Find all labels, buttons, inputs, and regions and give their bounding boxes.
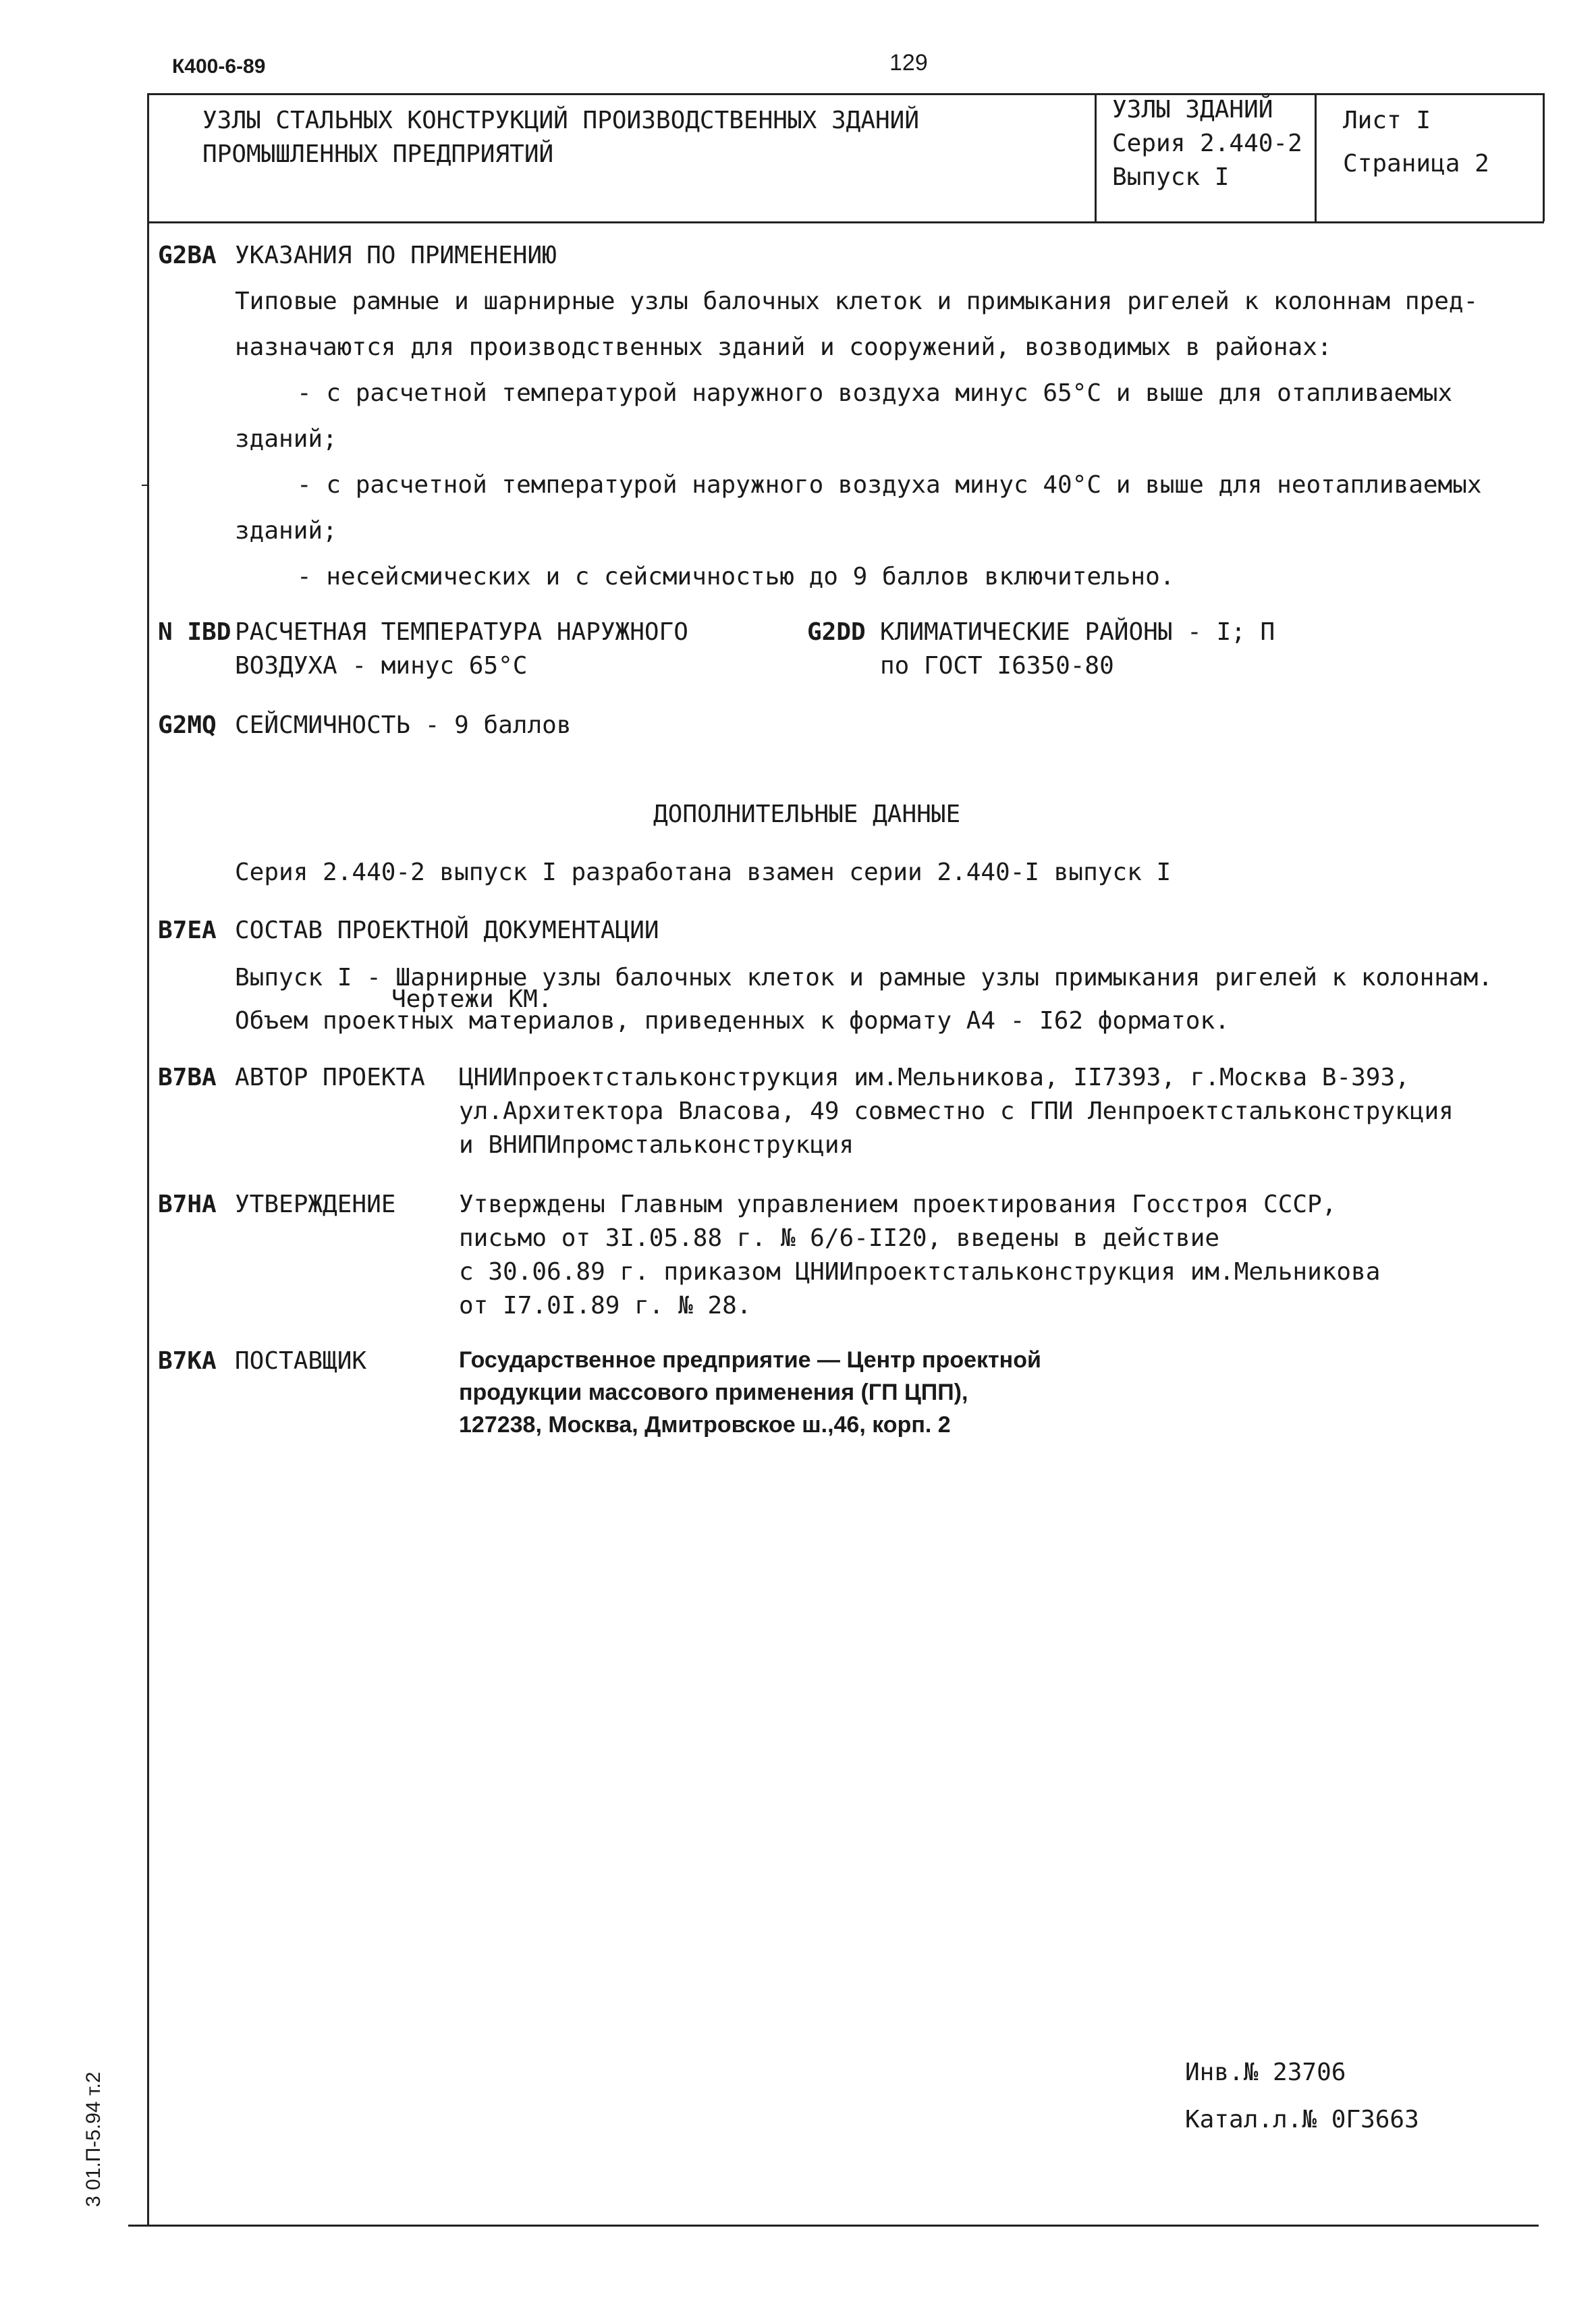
side-stamp: 3 01.П-5.94 т.2 (82, 2071, 105, 2207)
sheet-number: Лист I (1343, 107, 1431, 134)
composition-heading: СОСТАВ ПРОЕКТНОЙ ДОКУМЕНТАЦИИ (235, 917, 659, 944)
approval-line4: от I7.0I.89 г. № 28. (459, 1292, 752, 1319)
usage-text-line: - с расчетной температурой наружного воздуха минус 65°С и выше для отапливаемых (297, 379, 1453, 407)
temperature-line1: РАСЧЕТНАЯ ТЕМПЕРАТУРА НАРУЖНОГО (235, 618, 688, 646)
usage-heading: УКАЗАНИЯ ПО ПРИМЕНЕНИЮ (235, 242, 557, 269)
supplier-line1: Государственное предприятие — Центр проектной (459, 1347, 1041, 1373)
frame-bottom-border (128, 2225, 1539, 2227)
document-code: К400-6-89 (172, 55, 266, 78)
seismic-text: СЕЙСМИЧНОСТЬ - 9 баллов (235, 711, 572, 739)
approval-line3: с 30.06.89 г. приказом ЦНИИпроектстальконструкция им.Мельникова (459, 1258, 1381, 1286)
supplier-code: B7KA (158, 1347, 217, 1375)
usage-code: G2BA (158, 242, 217, 269)
seismic-code: G2MQ (158, 711, 217, 739)
frame-top-border (147, 93, 1544, 95)
climate-code: G2DD (807, 618, 866, 646)
temperature-code: N IBD (158, 618, 231, 646)
usage-text-line: зданий; (235, 425, 337, 453)
series-line2: Серия 2.440-2 (1112, 130, 1302, 157)
inventory-number: Инв.№ 23706 (1185, 2059, 1346, 2086)
margin-tick (142, 485, 147, 486)
supplier-line3: 127238, Москва, Дмитровское ш.,46, корп. 2 (459, 1412, 951, 1438)
header-title-line2: ПРОМЫШЛЕННЫХ ПРЕДПРИЯТИЙ (202, 140, 554, 168)
approval-code: B7HA (158, 1191, 217, 1218)
temperature-line2: ВОЗДУХА - минус 65°С (235, 652, 528, 680)
usage-text-line: зданий; (235, 517, 337, 545)
additional-data-heading: ДОПОЛНИТЕЛЬНЫЕ ДАННЫЕ (653, 800, 961, 828)
frame-right-border (1543, 93, 1545, 221)
supplier-line2: продукции массового применения (ГП ЦПП), (459, 1380, 968, 1405)
frame-left-border (147, 93, 149, 2225)
author-label: АВТОР ПРОЕКТА (235, 1064, 425, 1091)
author-line2: ул.Архитектора Власова, 49 совместно с ГПИ Ленпроектстальконструкция (459, 1097, 1454, 1125)
approval-line1: Утверждены Главным управлением проектирования Госстроя СССР, (459, 1191, 1337, 1218)
approval-label: УТВЕРЖДЕНИЕ (235, 1191, 396, 1218)
series-line1: УЗЛЫ ЗДАНИЙ (1112, 96, 1273, 124)
approval-line2: письмо от 3I.05.88 г. № 6/6-II20, введены в действие (459, 1224, 1220, 1252)
series-replacement-note: Серия 2.440-2 выпуск I разработана взамен серии 2.440-I выпуск I (235, 859, 1172, 886)
composition-line2: Чертежи КМ. (391, 985, 553, 1013)
page-label: Страница 2 (1343, 150, 1489, 178)
usage-text-line: Типовые рамные и шарнирные узлы балочных клеток и примыкания ригелей к колоннам пред- (235, 288, 1479, 315)
composition-line1: Выпуск I - Шарнирные узлы балочных клеток и рамные узлы примыкания ригелей к колоннам. (235, 964, 1493, 991)
author-line3: и ВНИПИпромстальконструкция (459, 1131, 854, 1159)
composition-line3: Объем проектных материалов, приведенных к формату А4 - I62 форматок. (235, 1007, 1230, 1035)
header-title-line1: УЗЛЫ СТАЛЬНЫХ КОНСТРУКЦИЙ ПРОИЗВОДСТВЕННЫХ ЗДАНИЙ (202, 107, 920, 134)
usage-text-line: - несейсмических и с сейсмичностью до 9 баллов включительно. (297, 563, 1175, 591)
catalog-number: Катал.л.№ 0Г3663 (1185, 2106, 1419, 2133)
header-divider-1 (1095, 93, 1097, 221)
author-code: B7BA (158, 1064, 217, 1091)
composition-code: B7EA (158, 917, 217, 944)
page-number: 129 (889, 50, 928, 76)
supplier-label: ПОСТАВЩИК (235, 1347, 367, 1375)
usage-text-line: - с расчетной температурой наружного воздуха минус 40°С и выше для неотапливаемых (297, 471, 1482, 499)
climate-line2: по ГОСТ I6350-80 (880, 652, 1114, 680)
author-line1: ЦНИИпроектстальконструкция им.Мельникова, II7393, г.Москва В-393, (459, 1064, 1410, 1091)
header-bottom-border (147, 221, 1544, 223)
header-divider-2 (1315, 93, 1317, 221)
series-line3: Выпуск I (1112, 163, 1230, 191)
climate-line1: КЛИМАТИЧЕСКИЕ РАЙОНЫ - I; П (880, 618, 1275, 646)
usage-text-line: назначаются для производственных зданий и сооружений, возводимых в районах: (235, 333, 1332, 361)
